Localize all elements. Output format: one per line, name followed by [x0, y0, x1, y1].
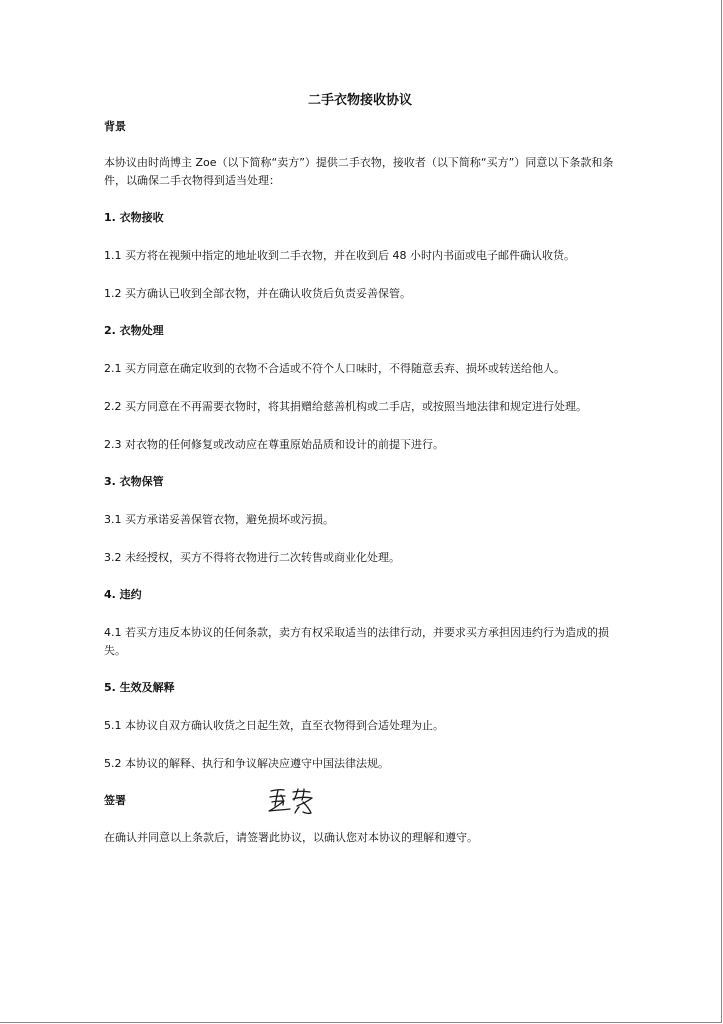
section-heading-2: 2. 衣物处理 [104, 324, 164, 337]
signature-icon [266, 786, 318, 816]
clause-4-1: 4.1 若买方违反本协议的任何条款，卖方有权采取适当的法律行动，并要求买方承担因违约行为造成的损失。 [104, 626, 609, 657]
clause-1-2: 1.2 买方确认已收到全部衣物，并在确认收货后负责妥善保管。 [104, 287, 411, 300]
clause-5-2: 5.2 本协议的解释、执行和争议解决应遵守中国法律法规。 [104, 757, 389, 770]
closing-paragraph: 在确认并同意以上条款后，请签署此协议，以确认您对本协议的理解和遵守。 [104, 831, 478, 844]
section-heading-4: 4. 违约 [104, 588, 142, 601]
document-title: 二手衣物接收协议 [307, 93, 412, 108]
clause-3-1: 3.1 买方承诺妥善保管衣物，避免损坏或污损。 [104, 513, 334, 526]
background-heading: 背景 [104, 120, 126, 133]
signature-label: 签署 [104, 794, 126, 807]
section-heading-3: 3. 衣物保管 [104, 475, 164, 488]
handwritten-signature [266, 786, 318, 816]
section-heading-5: 5. 生效及解释 [104, 681, 175, 694]
document-content [104, 92, 616, 867]
clause-2-2: 2.2 买方同意在不再需要衣物时，将其捐赠给慈善机构或二手店，或按照当地法律和规定进行处理。 [104, 400, 587, 413]
clause-2-1: 2.1 买方同意在确定收到的衣物不合适或不符个人口味时，不得随意丢弃、损坏或转送给他人。 [104, 362, 565, 375]
background-paragraph: 本协议由时尚博主 Zoe（以下简称“卖方”）提供二手衣物，接收者（以下简称“买方”）同意以下条款和条件，以确保二手衣物得到适当处理： [104, 156, 614, 187]
clause-3-2: 3.2 未经授权，买方不得将衣物进行二次转售或商业化处理。 [104, 551, 400, 564]
section-heading-1: 1. 衣物接收 [104, 211, 164, 224]
clause-1-1: 1.1 买方将在视频中指定的地址收到二手衣物，并在收到后 48 小时内书面或电子邮件确认收货。 [104, 249, 575, 262]
clause-5-1: 5.1 本协议自双方确认收货之日起生效，直至衣物得到合适处理为止。 [104, 719, 444, 732]
clause-2-3: 2.3 对衣物的任何修复或改动应在尊重原始品质和设计的前提下进行。 [104, 438, 444, 451]
signature-row [104, 785, 616, 817]
